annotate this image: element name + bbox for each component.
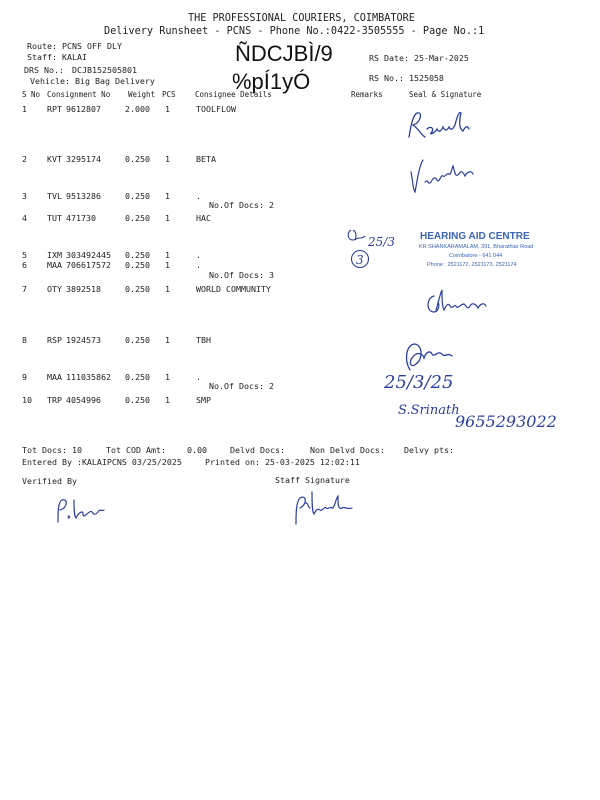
row-cno: 303492445 [66, 250, 111, 260]
row-weight: 0.250 [125, 372, 150, 382]
handwritten-name-row10: S.Srinath [398, 403, 460, 418]
row-consignee: TBH [196, 335, 211, 345]
col-seal: Seal & Signature [409, 90, 482, 99]
row-consignee: WORLD COMMUNITY [196, 284, 271, 294]
row-prefix: MAA [47, 260, 62, 270]
printed-on: Printed on: 25-03-2025 12:02:11 [205, 457, 360, 467]
tot-cod-value: 0.00 [187, 445, 207, 455]
staff-value: KALAI [62, 52, 87, 62]
rs-date: RS Date: 25-Mar-2025 [369, 53, 469, 63]
staff-label: Staff: [27, 52, 57, 62]
barcode-text-1: ÑDCJBÌ/9 [235, 41, 333, 66]
row-cno: 111035862 [66, 372, 111, 382]
row-cno: 3892518 [66, 284, 101, 294]
delvy-pts: Delvy pts: [404, 445, 454, 455]
col-remarks: Remarks [351, 90, 383, 99]
row-weight: 0.250 [125, 191, 150, 201]
col-sno: S No [22, 90, 41, 99]
row-cno: 4054996 [66, 395, 101, 405]
row-consignee: . [196, 372, 201, 382]
signature-row9 [400, 340, 460, 375]
row-weight: 0.250 [125, 284, 150, 294]
row-sno: 4 [22, 213, 27, 223]
table-row [0, 192, 600, 212]
entered-by: Entered By :KALAIPCNS 03/25/2025 [22, 457, 182, 467]
row-weight: 0.250 [125, 335, 150, 345]
staff-signature [290, 488, 358, 528]
route-label: Route: [27, 41, 57, 51]
row-pcs: 1 [165, 191, 170, 201]
row-cno: 706617572 [66, 260, 111, 270]
row-consignee: . [196, 191, 201, 201]
row-pcs: 1 [165, 104, 170, 114]
col-consignee: Consignee Details [195, 90, 272, 99]
row-pcs: 1 [165, 250, 170, 260]
row-weight: 2.000 [125, 104, 150, 114]
row-sno: 7 [22, 284, 27, 294]
row-cno: 1924573 [66, 335, 101, 345]
barcode-text-2: %pÍ1yÓ [232, 69, 311, 94]
col-consignment: Consignment No [47, 90, 111, 99]
handwritten-number-row4: 3 [356, 253, 364, 267]
row-consignee: HAC [196, 213, 211, 223]
signature-row7 [420, 284, 495, 319]
verified-by-label: Verified By [22, 476, 77, 486]
row-prefix: IXM [47, 250, 62, 260]
row-sno: 6 [22, 260, 27, 270]
row-sno: 2 [22, 154, 27, 164]
signature-row1 [405, 107, 475, 142]
row-prefix: KVT [47, 154, 62, 164]
row-prefix: TUT [47, 213, 62, 223]
row-weight: 0.250 [125, 154, 150, 164]
drs-label: DRS No.: [24, 65, 64, 75]
row-consignee: . [196, 250, 201, 260]
verified-by-signature [52, 494, 112, 524]
row-prefix: MAA [47, 372, 62, 382]
row-pcs: 1 [165, 260, 170, 270]
company-name: THE PROFESSIONAL COURIERS, COIMBATORE [188, 13, 415, 24]
row-weight: 0.250 [125, 260, 150, 270]
table-row [0, 105, 600, 115]
signature-row4-initial [345, 226, 369, 246]
col-pcs: PCS [162, 90, 176, 99]
row-weight: 0.250 [125, 213, 150, 223]
drs-value: DCJB152505801 [72, 65, 137, 75]
tot-cod-label: Tot COD Amt: [106, 445, 166, 455]
row-pcs: 1 [165, 372, 170, 382]
row-cno: 9612807 [66, 104, 101, 114]
table-row [0, 336, 600, 346]
row-sno: 10 [22, 395, 32, 405]
row-docs: No.Of Docs: 2 [209, 381, 274, 391]
table-row [0, 373, 600, 393]
row-consignee: TOOLFLOW [196, 104, 236, 114]
row-sno: 1 [22, 104, 27, 114]
row-prefix: RSP [47, 335, 62, 345]
rs-no: RS No.: 1525058 [369, 73, 444, 83]
table-row [0, 285, 600, 295]
handwritten-date-row9: 25/3/25 [384, 372, 454, 393]
row-prefix: RPT [47, 104, 62, 114]
vehicle-value: Big Bag Delivery [75, 76, 155, 86]
stamp-phone: Phone : 2521172, 2521173, 2521174 [427, 262, 517, 268]
row-pcs: 1 [165, 213, 170, 223]
row-consignee: . [196, 260, 201, 270]
non-delvd-docs: Non Delvd Docs: [310, 445, 385, 455]
row-docs: No.Of Docs: 2 [209, 200, 274, 210]
row-pcs: 1 [165, 154, 170, 164]
col-weight: Weight [128, 90, 156, 99]
row-sno: 3 [22, 191, 27, 201]
delvd-docs: Delvd Docs: [230, 445, 285, 455]
tot-docs: Tot Docs: 10 [22, 445, 82, 455]
stamp-name: HEARING AID CENTRE [420, 231, 530, 242]
vehicle-label: Vehicle: [30, 76, 70, 86]
row-sno: 9 [22, 372, 27, 382]
table-row [0, 155, 600, 165]
row-docs: No.Of Docs: 3 [209, 270, 274, 280]
row-pcs: 1 [165, 335, 170, 345]
row-sno: 5 [22, 250, 27, 260]
handwritten-date-row4: 25/3 [368, 235, 395, 249]
stamp-address: KR SHANKARAMALAM, 391, Bharathiar Road [419, 244, 534, 250]
runsheet-title: Delivery Runsheet - PCNS - Phone No.:0422-3505555 - Page No.:1 [104, 26, 485, 37]
handwritten-phone-row10: 9655293022 [455, 412, 557, 431]
row-cno: 471730 [66, 213, 96, 223]
row-prefix: TVL [47, 191, 62, 201]
table-row [0, 214, 600, 224]
row-cno: 9513286 [66, 191, 101, 201]
row-consignee: SMP [196, 395, 211, 405]
row-prefix: TRP [47, 395, 62, 405]
row-weight: 0.250 [125, 250, 150, 260]
row-pcs: 1 [165, 284, 170, 294]
signature-row2 [405, 152, 477, 197]
route-value: PCNS OFF DLY [62, 41, 122, 51]
row-cno: 3295174 [66, 154, 101, 164]
stamp-city: Coimbatore - 641 044 [449, 253, 503, 259]
row-weight: 0.250 [125, 395, 150, 405]
row-consignee: BETA [196, 154, 216, 164]
staff-signature-label: Staff Signature [275, 475, 350, 485]
table-row [0, 396, 600, 406]
signature-row4-circle [349, 248, 371, 270]
row-sno: 8 [22, 335, 27, 345]
row-prefix: OTY [47, 284, 62, 294]
row-pcs: 1 [165, 395, 170, 405]
